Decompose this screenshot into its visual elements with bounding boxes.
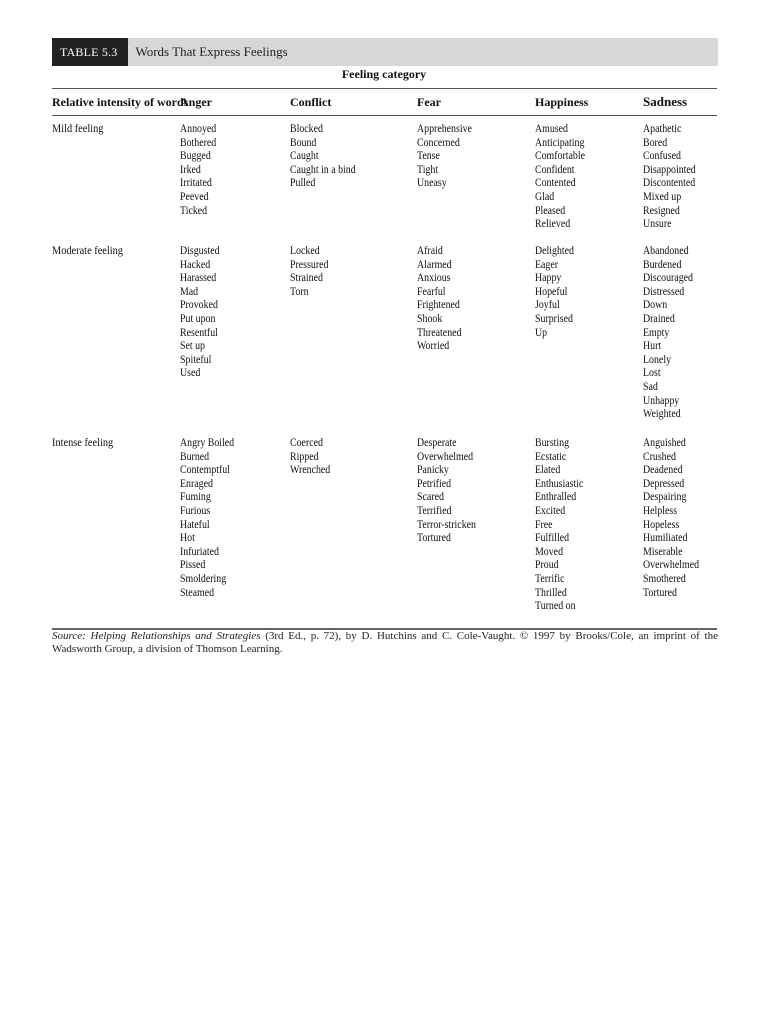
feeling-word: Spiteful [180,353,212,366]
cell-intense-happiness [535,437,583,614]
feeling-word: Uneasy [417,177,447,190]
feeling-word: Locked [290,245,320,257]
table-title: Words That Express Feelings [135,44,288,59]
feeling-word: Pulled [290,177,316,190]
feeling-word: Provoked [180,299,218,312]
cell-moderate-sadness [643,245,693,422]
column-header-conflict: Conflict [290,95,332,109]
cell-mild-sadness [643,123,696,232]
feeling-word: Free [535,518,553,531]
cell-moderate-conflict [290,245,328,299]
feeling-word: Bound [290,136,317,149]
feeling-word: Fulfilled [535,532,570,545]
feeling-word: Bored [643,136,668,149]
cell-intense-anger [180,437,234,600]
feeling-word: Irritated [180,177,212,190]
source-citation-title: Source: Helping Relationships and Strategies [52,630,261,642]
feeling-word: Smoldering [180,572,227,585]
feeling-word: Bugged [180,150,211,163]
feeling-word: Annoyed [180,123,217,135]
cell-mild-conflict [290,123,356,191]
feeling-word: Anticipating [535,136,585,149]
feeling-word: Delighted [535,245,575,257]
feeling-word: Shook [417,312,443,325]
feeling-word: Pleased [535,204,566,217]
feeling-word: Sad [643,380,658,393]
feeling-word: Enraged [180,477,213,490]
feeling-word: Helpless [643,504,678,517]
feeling-word: Elated [535,464,561,477]
feeling-word: Confused [643,150,681,163]
column-header-happiness: Happiness [535,95,589,109]
feeling-word: Fearful [417,285,446,298]
feeling-word: Strained [290,272,323,285]
feeling-word: Pissed [180,559,206,572]
feeling-word: Ripped [290,450,319,463]
feeling-word: Infuriated [180,545,219,558]
cell-intense-fear [417,437,476,546]
feeling-word: Terrific [535,572,565,585]
feeling-word: Set up [180,340,206,353]
feeling-word: Used [180,367,201,380]
cell-moderate-happiness [535,245,574,340]
feeling-word: Empty [643,326,670,339]
table-top-rule [52,88,717,89]
feeling-word: Afraid [417,245,443,257]
column-header-sadness: Sadness [643,94,688,109]
feeling-word: Confident [535,163,575,176]
cell-intense-sadness [643,437,699,600]
feeling-word: Depressed [643,477,685,490]
feeling-word: Happy [535,272,562,285]
source-citation-details: (3rd Ed., p. 72), by D. Hutchins and C. Cole-Vaught. © 1997 by Brooks/Cole, an imprint of the Wadsworth Group, a division of Thomson Learning. [52,630,718,655]
feeling-word: Furious [180,504,211,517]
feeling-word: Amused [535,123,568,135]
feeling-word: Torn [290,285,309,298]
table-header-rule [52,115,717,116]
feeling-word: Put upon [180,312,216,325]
column-header-anger: Anger [180,95,212,109]
feeling-word: Unhappy [643,394,680,407]
feeling-category-heading: Feeling category [341,67,427,81]
feeling-word: Peeved [180,190,209,203]
feeling-word: Turned on [535,600,576,613]
row-label-mild: Mild feeling [52,123,104,135]
column-header-intensity: Relative intensity of words [52,95,189,109]
feeling-word: Apprehensive [417,123,472,135]
cell-mild-happiness [535,123,585,232]
table-number-label: TABLE 5.3 [52,38,128,66]
feeling-word: Mixed up [643,190,682,203]
feeling-word: Enthralled [535,491,577,504]
feeling-word: Crushed [643,450,676,463]
feeling-word: Angry Boiled [180,437,235,449]
feeling-word: Pressured [290,258,329,271]
feeling-word: Concerned [417,136,460,149]
row-label-moderate: Moderate feeling [52,245,123,257]
feeling-word: Glad [535,190,555,203]
feeling-word: Desperate [417,437,457,449]
feeling-word: Lost [643,367,661,380]
feeling-word: Contented [535,177,576,190]
feeling-word: Hopeful [535,285,568,298]
feeling-word: Burdened [643,258,682,271]
feeling-word: Resigned [643,204,680,217]
source-note [52,630,718,655]
cell-intense-conflict [290,437,330,478]
row-label-intense: Intense feeling [52,437,114,449]
feeling-word: Steamed [180,586,215,599]
cell-moderate-fear [417,245,461,354]
feeling-word: Comfortable [535,150,585,163]
feeling-word: Worried [417,340,450,353]
cell-mild-anger [180,123,216,218]
feeling-word: Discontented [643,177,696,190]
cell-moderate-anger [180,245,220,381]
feeling-word: Alarmed [417,258,452,271]
feeling-word: Bursting [535,437,570,449]
feeling-word: Contemptful [180,464,231,477]
feeling-word: Anguished [643,437,686,449]
feeling-word: Disappointed [643,163,696,176]
feeling-word: Petrified [417,477,452,490]
feeling-word: Proud [535,559,559,572]
feeling-word: Overwhelmed [417,450,474,463]
feeling-word: Miserable [643,545,683,558]
feeling-word: Terror-stricken [417,518,476,531]
feeling-word: Hurt [643,340,662,353]
feeling-word: Harassed [180,272,217,285]
feeling-word: Up [535,326,548,339]
feeling-word: Humiliated [643,532,688,545]
feeling-word: Resentful [180,326,218,339]
feeling-word: Lonely [643,353,672,366]
feeling-word: Distressed [643,285,685,298]
feeling-word: Hateful [180,518,210,531]
feeling-word: Ecstatic [535,450,567,463]
feeling-word: Discouraged [643,272,693,285]
feeling-word: Threatened [417,326,462,339]
feeling-word: Bothered [180,136,217,149]
feeling-word: Despairing [643,491,687,504]
feeling-word: Tight [417,163,439,176]
feeling-word: Disgusted [180,245,220,257]
feeling-word: Irked [180,163,201,176]
feeling-word: Caught in a bind [290,163,356,176]
feeling-word: Scared [417,491,444,504]
feeling-word: Down [643,299,668,312]
feeling-word: Ticked [180,204,208,217]
feeling-word: Unsure [643,218,672,231]
feeling-word: Tortured [643,586,677,599]
feeling-word: Excited [535,504,566,517]
feeling-word: Deadened [643,464,683,477]
feeling-word: Hopeless [643,518,680,531]
feeling-word: Weighted [643,408,681,421]
feeling-word: Terrified [417,504,452,517]
feeling-word: Apathetic [643,123,682,135]
feeling-word: Hot [180,532,195,545]
feeling-word: Wrenched [290,464,331,477]
feeling-word: Anxious [417,272,451,285]
feeling-word: Overwhelmed [643,559,700,572]
feeling-word: Joyful [535,299,560,312]
feeling-word: Caught [290,150,319,163]
feeling-word: Coerced [290,437,323,449]
feeling-word: Enthusiastic [535,477,584,490]
feeling-word: Smothered [643,572,686,585]
table-title-bar [52,38,718,66]
feeling-word: Panicky [417,464,449,477]
feeling-word: Tense [417,150,440,163]
feeling-word: Eager [535,258,559,271]
feeling-word: Hacked [180,258,211,271]
cell-mild-fear [417,123,472,191]
feeling-word: Mad [180,285,199,298]
feeling-word: Tortured [417,532,451,545]
feeling-word: Fuming [180,491,211,504]
feeling-word: Relieved [535,218,571,231]
feeling-word: Thrilled [535,586,567,599]
feeling-word: Frightened [417,299,460,312]
feeling-word: Moved [535,545,564,558]
feeling-word: Drained [643,312,675,325]
column-header-fear: Fear [417,95,441,109]
feeling-word: Blocked [290,123,323,135]
feeling-word: Burned [180,450,210,463]
feeling-word: Surprised [535,312,573,325]
feeling-word: Abandoned [643,245,689,257]
